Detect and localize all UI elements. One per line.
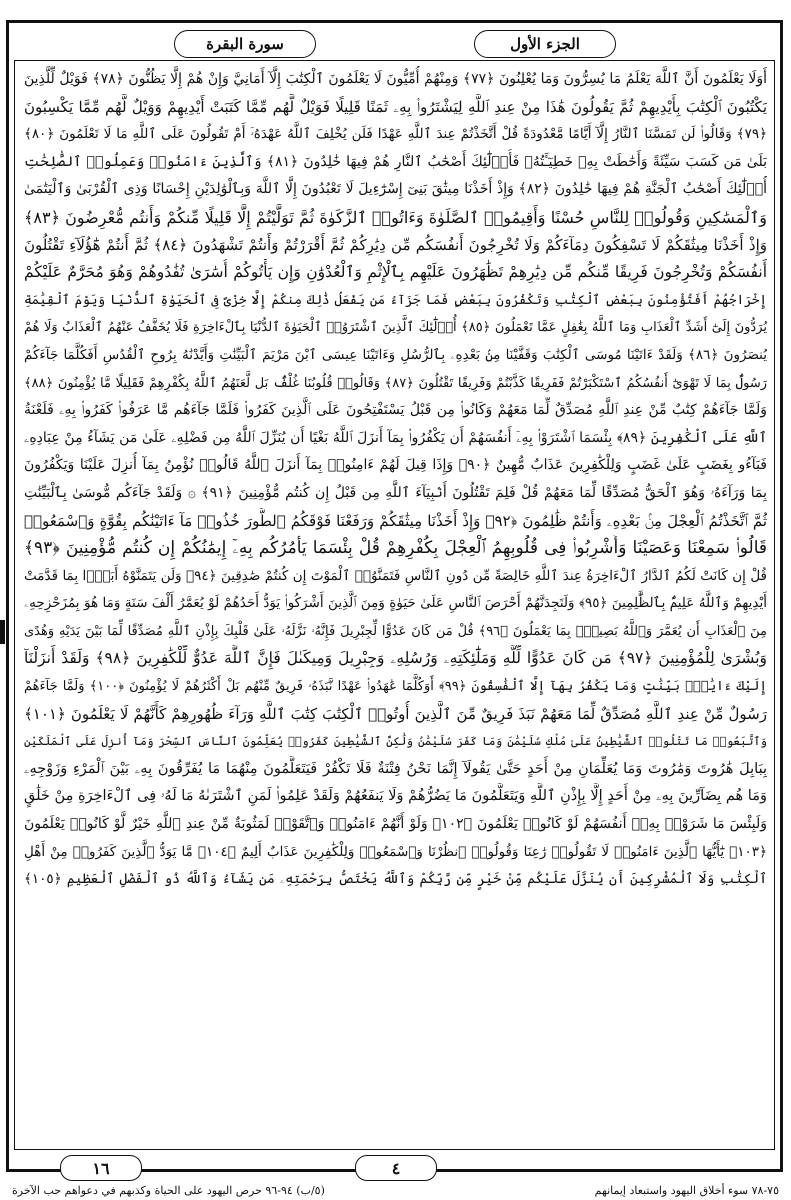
text-line: ٱللَّهِ عَلَى ٱلْكَٰفِرِينَ ﴿٨٩﴾ بِئْسَمَا ٱشْتَرَوْا۟ بِهِۦٓ أَنفُسَهُمْ أَن يَكْفُرُوا۟ بِمَآ أَنزَلَ ٱللَّهُ بَغْيًا أَن يُنَزِّلَ ٱللَّهُ مِن فَضْلِهِۦ عَلَىٰ مَن يَشَآءُ مِنْ عِبَادِهِۦ [24, 429, 767, 446]
surah-page-number-box [355, 1155, 437, 1181]
text-line: إِلَيْكَ ءَايَٰتٍۭ بَيِّنَٰتٍ وَمَا يَكْفُرُ بِهَآ إِلَّا ٱلْفَٰسِقُونَ ﴿٩٩﴾ أَوَكُلَّمَا عَٰهَدُوا۟ عَهْدًا نَّبَذَهُۥ فَرِيقٌ مِّنْهُم بَلْ أَكْثَرُهُمْ لَا يُؤْمِنُونَ ﴿١٠٠﴾ وَلَمَّا جَآءَهُمْ [24, 679, 767, 695]
text-line: يُرَدُّونَ إِلَىٰٓ أَشَدِّ ٱلْعَذَابِ وَمَا ٱللَّهُ بِغَٰفِلٍ عَمَّا تَعْمَلُونَ ﴿٨٥﴾ أُو۟لَٰٓئِكَ ٱلَّذِينَ ٱشْتَرَوُا۟ ٱلْحَيَوٰةَ ٱلدُّنْيَا بِٱلْءَاخِرَةِ فَلَا يُخَفَّفُ عَنْهُمُ ٱلْعَذَابُ وَلَا هُمْ [24, 320, 767, 336]
surah-name: سورة البقرة [206, 35, 284, 53]
juz-name-cartouche [474, 30, 616, 58]
surah-page-number: ٤ [391, 1158, 401, 1178]
text-line: وَمَا هُم بِضَآرِّينَ بِهِۦ مِنْ أَحَدٍ إِلَّا بِإِذْنِ ٱللَّهِ وَيَتَعَلَّمُونَ مَا يَضُرُّهُمْ وَلَا يَنفَعُهُمْ وَلَقَدْ عَلِمُوا۟ لَمَنِ ٱشْتَرَىٰهُ مَا لَهُۥ فِى ٱلْءَاخِرَةِ مِنْ خَلَٰقٍ [24, 788, 767, 805]
text-line: بِبَابِلَ هَٰرُوتَ وَمَٰرُوتَ وَمَا يُعَلِّمَانِ مِنْ أَحَدٍ حَتَّىٰ يَقُولَآ إِنَّمَا نَحْنُ فِتْنَةٌ فَلَا تَكْفُرْ فَيَتَعَلَّمُونَ مِنْهُمَا مَا يُفَرِّقُونَ بِهِۦ بَيْنَ ٱلْمَرْءِ وَزَوْجِهِۦ [24, 760, 767, 777]
text-line: فَبَآءُو بِغَضَبٍ عَلَىٰ غَضَبٍ وَلِلْكَٰفِرِينَ عَذَابٌ مُّهِينٌ ﴿٩٠﴾ وَإِذَا قِيلَ لَهُمْ ءَامِنُوا۟ بِمَآ أَنزَلَ ٱللَّهُ قَالُوا۟ نُؤْمِنُ بِمَآ أُنزِلَ عَلَيْنَا وَيَكْفُرُونَ [24, 457, 767, 474]
topic-note-right: ٧٥-٧٨ سوء أخلاق اليهود واستبعاد إيمانهم [594, 1184, 779, 1197]
text-line: قَالُوا۟ سَمِعْنَا وَعَصَيْنَا وَأُشْرِبُوا۟ فِى قُلُوبِهِمُ ٱلْعِجْلَ بِكُفْرِهِمْ قُلْ بِئْسَمَا يَأْمُرُكُم بِهِۦٓ إِيمَٰنُكُمْ إِن كُنتُم مُّؤْمِنِينَ ﴿٩٣﴾ [24, 538, 767, 559]
text-line: مِنَ ٱلْعَذَابِ أَن يُعَمَّرَ وَٱللَّهُ بَصِيرٌۢ بِمَا يَعْمَلُونَ ﴿٩٦﴾ قُلْ مَن كَانَ عَدُوًّا لِّجِبْرِيلَ فَإِنَّهُۥ نَزَّلَهُۥ عَلَىٰ قَلْبِكَ بِإِذْنِ ٱللَّهِ مُصَدِّقًا لِّمَا بَيْنَ يَدَيْهِ وَهُدًى [24, 623, 767, 639]
text-line: ٱلْكِتَٰبِ وَلَا ٱلْمُشْرِكِينَ أَن يُنَزَّلَ عَلَيْكُم مِّنْ خَيْرٍ مِّن رَّبِّكُمْ وَٱللَّهُ يَخْتَصُّ بِرَحْمَتِهِۦ مَن يَشَآءُ وَٱللَّهُ ذُو ٱلْفَضْلِ ٱلْعَظِيمِ ﴿١٠٥﴾ [24, 871, 767, 888]
text-line: وَٱلْمَسَٰكِينِ وَقُولُوا۟ لِلنَّاسِ حُسْنًا وَأَقِيمُوا۟ ٱلصَّلَوٰةَ وَءَاتُوا۟ ٱلزَّكَوٰةَ ثُمَّ تَوَلَّيْتُمْ إِلَّا قَلِيلًا مِّنكُمْ وَأَنتُم مُّعْرِضُونَ ﴿٨٣﴾ [24, 207, 767, 227]
text-line: ﴿٧٩﴾ وَقَالُوا۟ لَن تَمَسَّنَا ٱلنَّارُ إِلَّآ أَيَّامًا مَّعْدُودَةً قُلْ أَتَّخَذْتُمْ عِندَ ٱللَّهِ عَهْدًا فَلَن يُخْلِفَ ٱللَّهُ عَهْدَهُۥٓ أَمْ تَقُولُونَ عَلَى ٱللَّهِ مَا لَا تَعْلَمُونَ ﴿٨٠﴾ [24, 126, 767, 143]
text-line: أُو۟لَٰٓئِكَ أَصْحَٰبُ ٱلْجَنَّةِ هُمْ فِيهَا خَٰلِدُونَ ﴿٨٢﴾ وَإِذْ أَخَذْنَا مِيثَٰقَ بَنِىٓ إِسْرَٰٓءِيلَ لَا تَعْبُدُونَ إِلَّا ٱللَّهَ وَبِٱلْوَٰلِدَيْنِ إِحْسَانًا وَذِى ٱلْقُرْبَىٰ وَٱلْيَتَٰمَىٰ [24, 181, 767, 198]
juz-name: الجزء الأول [510, 35, 580, 53]
text-line: وَلَمَّا جَآءَهُمْ كِتَٰبٌ مِّنْ عِندِ ٱللَّهِ مُصَدِّقٌ لِّمَا مَعَهُمْ وَكَانُوا۟ مِن قَبْلُ يَسْتَفْتِحُونَ عَلَى ٱلَّذِينَ كَفَرُوا۟ فَلَمَّا جَآءَهُم مَّا عَرَفُوا۟ كَفَرُوا۟ بِهِۦ فَلَعْنَةُ [24, 402, 767, 419]
text-line: ثُمَّ ٱتَّخَذْتُمُ ٱلْعِجْلَ مِنۢ بَعْدِهِۦ وَأَنتُمْ ظَٰلِمُونَ ﴿٩٢﴾ وَإِذْ أَخَذْنَا مِيثَٰقَكُمْ وَرَفَعْنَا فَوْقَكُمُ ٱلطُّورَ خُذُوا۟ مَآ ءَاتَيْنَٰكُم بِقُوَّةٍ وَٱسْمَعُوا۟ [24, 511, 767, 530]
text-line: أَنفُسَكُمْ وَتُخْرِجُونَ فَرِيقًا مِّنكُم مِّن دِيَٰرِهِمْ تَظَٰهَرُونَ عَلَيْهِم بِٱلْإِثْمِ وَٱلْعُدْوَٰنِ وَإِن يَأْتُوكُمْ أُسَٰرَىٰ تُفَٰدُوهُمْ وَهُوَ مُحَرَّمٌ عَلَيْكُمْ [24, 263, 767, 282]
page-footer [0, 1150, 791, 1200]
text-line: إِخْرَاجُهُمْ أَفَتُؤْمِنُونَ بِبَعْضِ ٱلْكِتَٰبِ وَتَكْفُرُونَ بِبَعْضٍ فَمَا جَزَآءُ مَن يَفْعَلُ ذَٰلِكَ مِنكُمْ إِلَّا خِزْىٌ فِى ٱلْحَيَوٰةِ ٱلدُّنْيَا وَيَوْمَ ٱلْقِيَٰمَةِ [24, 292, 767, 308]
text-line: وَٱتَّبَعُوا۟ مَا تَتْلُوا۟ ٱلشَّيَٰطِينُ عَلَىٰ مُلْكِ سُلَيْمَٰنَ وَمَا كَفَرَ سُلَيْمَٰنُ وَلَٰكِنَّ ٱلشَّيَٰطِينَ كَفَرُوا۟ يُعَلِّمُونَ ٱلنَّاسَ ٱلسِّحْرَ وَمَآ أُنزِلَ عَلَى ٱلْمَلَكَيْنِ [24, 734, 767, 749]
text-line: بَلَىٰ مَن كَسَبَ سَيِّئَةً وَأَحَٰطَتْ بِهِۦ خَطِيٓـَٔتُهُۥ فَأُو۟لَٰٓئِكَ أَصْحَٰبُ ٱلنَّارِ هُمْ فِيهَا خَٰلِدُونَ ﴿٨١﴾ وَٱلَّذِينَ ءَامَنُوا۟ وَعَمِلُوا۟ ٱلصَّٰلِحَٰتِ [24, 153, 767, 170]
text-line: أَوَلَا يَعْلَمُونَ أَنَّ ٱللَّهَ يَعْلَمُ مَا يُسِرُّونَ وَمَا يُعْلِنُونَ ﴿٧٧﴾ وَمِنْهُمْ أُمِّيُّونَ لَا يَعْلَمُونَ ٱلْكِتَٰبَ إِلَّآ أَمَانِيَّ وَإِنْ هُمْ إِلَّا يَظُنُّونَ ﴿٧٨﴾ فَوَيْلٌ لِّلَّذِينَ [24, 71, 767, 87]
quran-text-block [24, 66, 767, 1146]
text-line: بِمَا وَرَآءَهُۥ وَهُوَ ٱلْحَقُّ مُصَدِّقًا لِّمَا مَعَهُمْ قُلْ فَلِمَ تَقْتُلُونَ أَنۢبِيَآءَ ٱللَّهِ مِن قَبْلُ إِن كُنتُم مُّؤْمِنِينَ ﴿٩١﴾ ۞ وَلَقَدْ جَآءَكُم مُّوسَىٰ بِٱلْبَيِّنَٰتِ [24, 484, 767, 501]
page-header [14, 28, 775, 60]
text-line: يَكْتُبُونَ ٱلْكِتَٰبَ بِأَيْدِيهِمْ ثُمَّ يَقُولُونَ هَٰذَا مِنْ عِندِ ٱللَّهِ لِيَشْتَرُوا۟ بِهِۦ ثَمَنًا قَلِيلًا فَوَيْلٌ لَّهُم مِّمَّا كَتَبَتْ أَيْدِيهِمْ وَوَيْلٌ لَّهُم مِّمَّا يَكْسِبُونَ [24, 97, 767, 116]
text-line: رَسُولٌۢ بِمَا لَا تَهْوَىٰٓ أَنفُسُكُمُ ٱسْتَكْبَرْتُمْ فَفَرِيقًا كَذَّبْتُمْ وَفَرِيقًا تَقْتُلُونَ ﴿٨٧﴾ وَقَالُوا۟ قُلُوبُنَا غُلْفٌۢ بَل لَّعَنَهُمُ ٱللَّهُ بِكُفْرِهِمْ فَقَلِيلًا مَّا يُؤْمِنُونَ ﴿٨٨﴾ [24, 375, 767, 391]
text-line: رَسُولٌ مِّنْ عِندِ ٱللَّهِ مُصَدِّقٌ لِّمَا مَعَهُمْ نَبَذَ فَرِيقٌ مِّنَ ٱلَّذِينَ أُوتُوا۟ ٱلْكِتَٰبَ كِتَٰبَ ٱللَّهِ وَرَآءَ ظُهُورِهِمْ كَأَنَّهُمْ لَا يَعْلَمُونَ ﴿١٠١﴾ [24, 704, 767, 723]
edge-marker [0, 620, 5, 644]
text-line: يُنصَرُونَ ﴿٨٦﴾ وَلَقَدْ ءَاتَيْنَا مُوسَى ٱلْكِتَٰبَ وَقَفَّيْنَا مِنۢ بَعْدِهِۦ بِٱلرُّسُلِ وَءَاتَيْنَا عِيسَى ٱبْنَ مَرْيَمَ ٱلْبَيِّنَٰتِ وَأَيَّدْنَٰهُ بِرُوحِ ٱلْقُدُسِ أَفَكُلَّمَا جَآءَكُمْ [24, 346, 767, 363]
text-line: وَلَبِئْسَ مَا شَرَوْا۟ بِهِۦٓ أَنفُسَهُمْ لَوْ كَانُوا۟ يَعْلَمُونَ ﴿١٠٢﴾ وَلَوْ أَنَّهُمْ ءَامَنُوا۟ وَٱتَّقَوْا۟ لَمَثُوبَةٌ مِّنْ عِندِ ٱللَّهِ خَيْرٌ لَّوْ كَانُوا۟ يَعْلَمُونَ [24, 816, 767, 833]
text-line: وَإِذْ أَخَذْنَا مِيثَٰقَكُمْ لَا تَسْفِكُونَ دِمَآءَكُمْ وَلَا تُخْرِجُونَ أَنفُسَكُم مِّن دِيَٰرِكُمْ ثُمَّ أَقْرَرْتُمْ وَأَنتُمْ تَشْهَدُونَ ﴿٨٤﴾ ثُمَّ أَنتُمْ هَٰٓؤُلَآءِ تَقْتُلُونَ [24, 235, 767, 254]
text-line: قُلْ إِن كَانَتْ لَكُمُ ٱلدَّارُ ٱلْءَاخِرَةُ عِندَ ٱللَّهِ خَالِصَةً مِّن دُونِ ٱلنَّاسِ فَتَمَنَّوُا۟ ٱلْمَوْتَ إِن كُنتُمْ صَٰدِقِينَ ﴿٩٤﴾ وَلَن يَتَمَنَّوْهُ أَبَدًۢا بِمَا قَدَّمَتْ [24, 567, 767, 584]
surah-name-cartouche [174, 30, 316, 58]
juz-page-number: ١٦ [92, 1158, 110, 1178]
text-line: أَيْدِيهِمْ وَٱللَّهُ عَلِيمٌۢ بِٱلظَّٰلِمِينَ ﴿٩٥﴾ وَلَتَجِدَنَّهُمْ أَحْرَصَ ٱلنَّاسِ عَلَىٰ حَيَوٰةٍ وَمِنَ ٱلَّذِينَ أَشْرَكُوا۟ يَوَدُّ أَحَدُهُمْ لَوْ يُعَمَّرُ أَلْفَ سَنَةٍ وَمَا هُوَ بِمُزَحْزِحِهِۦ [24, 595, 767, 612]
juz-page-number-box [60, 1155, 142, 1181]
topic-note-left: (٥/ب) ٩٤-٩٦ حرص اليهود على الحياة وكذبهم في دعواهم حب الآخرة [12, 1184, 325, 1197]
text-line: وَبُشْرَىٰ لِلْمُؤْمِنِينَ ﴿٩٧﴾ مَن كَانَ عَدُوًّا لِّلَّهِ وَمَلَٰٓئِكَتِهِۦ وَرُسُلِهِۦ وَجِبْرِيلَ وَمِيكَىٰلَ فَإِنَّ ٱللَّهَ عَدُوٌّ لِّلْكَٰفِرِينَ ﴿٩٨﴾ وَلَقَدْ أَنزَلْنَآ [24, 649, 767, 668]
text-line: ﴿١٠٣﴾ يَٰٓأَيُّهَا ٱلَّذِينَ ءَامَنُوا۟ لَا تَقُولُوا۟ رَٰعِنَا وَقُولُوا۟ ٱنظُرْنَا وَٱسْمَعُوا۟ وَلِلْكَٰفِرِينَ عَذَابٌ أَلِيمٌ ﴿١٠٤﴾ مَّا يَوَدُّ ٱلَّذِينَ كَفَرُوا۟ مِنْ أَهْلِ [24, 843, 767, 860]
